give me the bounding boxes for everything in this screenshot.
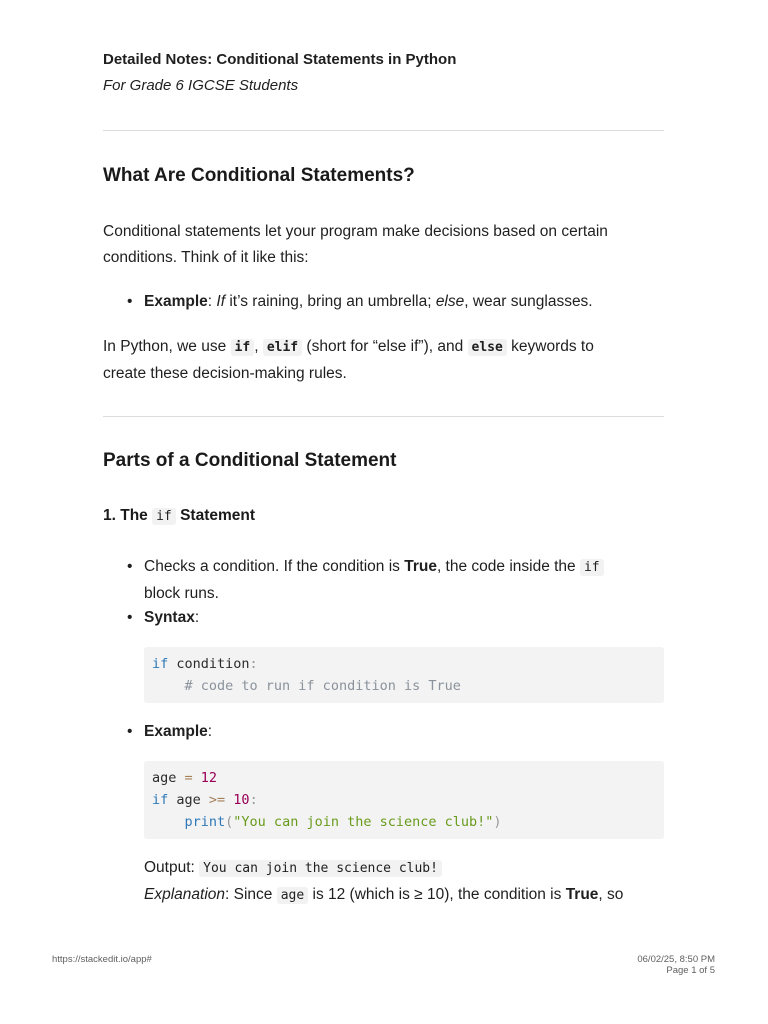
bullet-dot: •: [127, 293, 133, 310]
syntax-colon: :: [194, 609, 200, 626]
output-label: Output:: [144, 859, 200, 876]
code-comment: # code to run if condition is True: [184, 678, 461, 694]
bullet-dot: •: [127, 609, 133, 626]
inline-code-else: else: [468, 339, 507, 356]
inline-code-if: if: [152, 508, 176, 525]
keywords-text-post: keywords to: [506, 338, 594, 355]
inline-code-if: if: [231, 339, 255, 356]
inline-code-elif: elif: [263, 339, 302, 356]
true-bold: True: [565, 886, 599, 903]
example-mid: it’s raining, bring an umbrella;: [225, 293, 436, 310]
example-else: else: [435, 293, 465, 310]
bullet-dot: •: [127, 558, 133, 575]
checks-condition-bullet: [144, 554, 664, 607]
code-indent: [152, 678, 185, 694]
example-label: Example: [144, 293, 208, 310]
subheading-post: Statement: [175, 507, 256, 524]
inline-code-output: You can join the science club!: [199, 860, 442, 877]
example-if: If: [216, 293, 226, 310]
inline-code-age: age: [277, 887, 308, 904]
example-bullet-2: [144, 719, 664, 745]
syntax-label: Syntax: [144, 609, 195, 626]
code-keyword-if: if: [152, 792, 169, 808]
subheading-pre: 1. The: [103, 507, 153, 524]
document-subtitle: For Grade 6 IGCSE Students: [103, 77, 299, 94]
checks-text-pre: Checks a condition. If the condition is: [144, 558, 405, 575]
footer-datetime: 06/02/25, 8:50 PM: [637, 954, 715, 965]
section-heading-parts: Parts of a Conditional Statement: [103, 450, 397, 471]
example-colon: :: [207, 293, 217, 310]
document-title: Detailed Notes: Conditional Statements in Python: [103, 51, 457, 68]
example-label: Example: [144, 723, 208, 740]
keywords-sep: ,: [254, 338, 263, 355]
explanation-pre: : Since: [225, 886, 277, 903]
syntax-bullet: [144, 605, 664, 631]
explanation-label: Explanation: [144, 886, 226, 903]
explanation-post: , so: [598, 886, 624, 903]
code-var: age: [152, 770, 185, 786]
subheading-if-statement: [103, 507, 255, 525]
true-bold: True: [404, 558, 437, 575]
keywords-text-mid: (short for “else if”), and: [302, 338, 468, 355]
example-colon: :: [207, 723, 213, 740]
divider: [103, 416, 664, 417]
syntax-code-block: [144, 647, 664, 703]
code-punct: ): [493, 814, 502, 830]
output-paragraph: [144, 855, 664, 909]
checks-line-2: block runs.: [144, 585, 219, 602]
intro-line-1: Conditional statements let your program make decisions based on certain: [103, 223, 608, 240]
checks-text-mid: , the code inside the: [436, 558, 580, 575]
divider: [103, 130, 664, 131]
code-keyword-if: if: [152, 656, 169, 672]
code-operator: >=: [208, 792, 226, 808]
explanation-mid: is 12 (which is ≥ 10), the condition is: [308, 886, 566, 903]
bullet-dot: •: [127, 723, 133, 740]
code-operator: =: [184, 770, 193, 786]
keywords-paragraph: [103, 334, 664, 387]
section-heading-what-are-conditionals: What Are Conditional Statements?: [103, 165, 415, 186]
footer-page-number: Page 1 of 5: [666, 965, 715, 976]
intro-line-2: conditions. Think of it like this:: [103, 249, 309, 266]
example-code-block: [144, 761, 664, 839]
code-number: 12: [192, 770, 218, 786]
keywords-text-pre: In Python, we use: [103, 338, 231, 355]
footer-url: https://stackedit.io/app#: [52, 954, 152, 965]
intro-paragraph: [103, 219, 664, 271]
code-text: condition: [168, 656, 250, 672]
inline-code-if: if: [580, 559, 604, 576]
code-function: print: [184, 814, 226, 830]
code-punct: (: [225, 814, 234, 830]
keywords-line-2: create these decision-making rules.: [103, 365, 347, 382]
example-bullet: [144, 289, 664, 315]
code-punct: :: [249, 656, 258, 672]
code-number: 10: [225, 792, 250, 808]
example-end: , wear sunglasses.: [464, 293, 593, 310]
code-indent: [152, 814, 185, 830]
code-string: "You can join the science club!": [233, 814, 494, 830]
code-var: age: [168, 792, 209, 808]
code-punct: :: [249, 792, 258, 808]
